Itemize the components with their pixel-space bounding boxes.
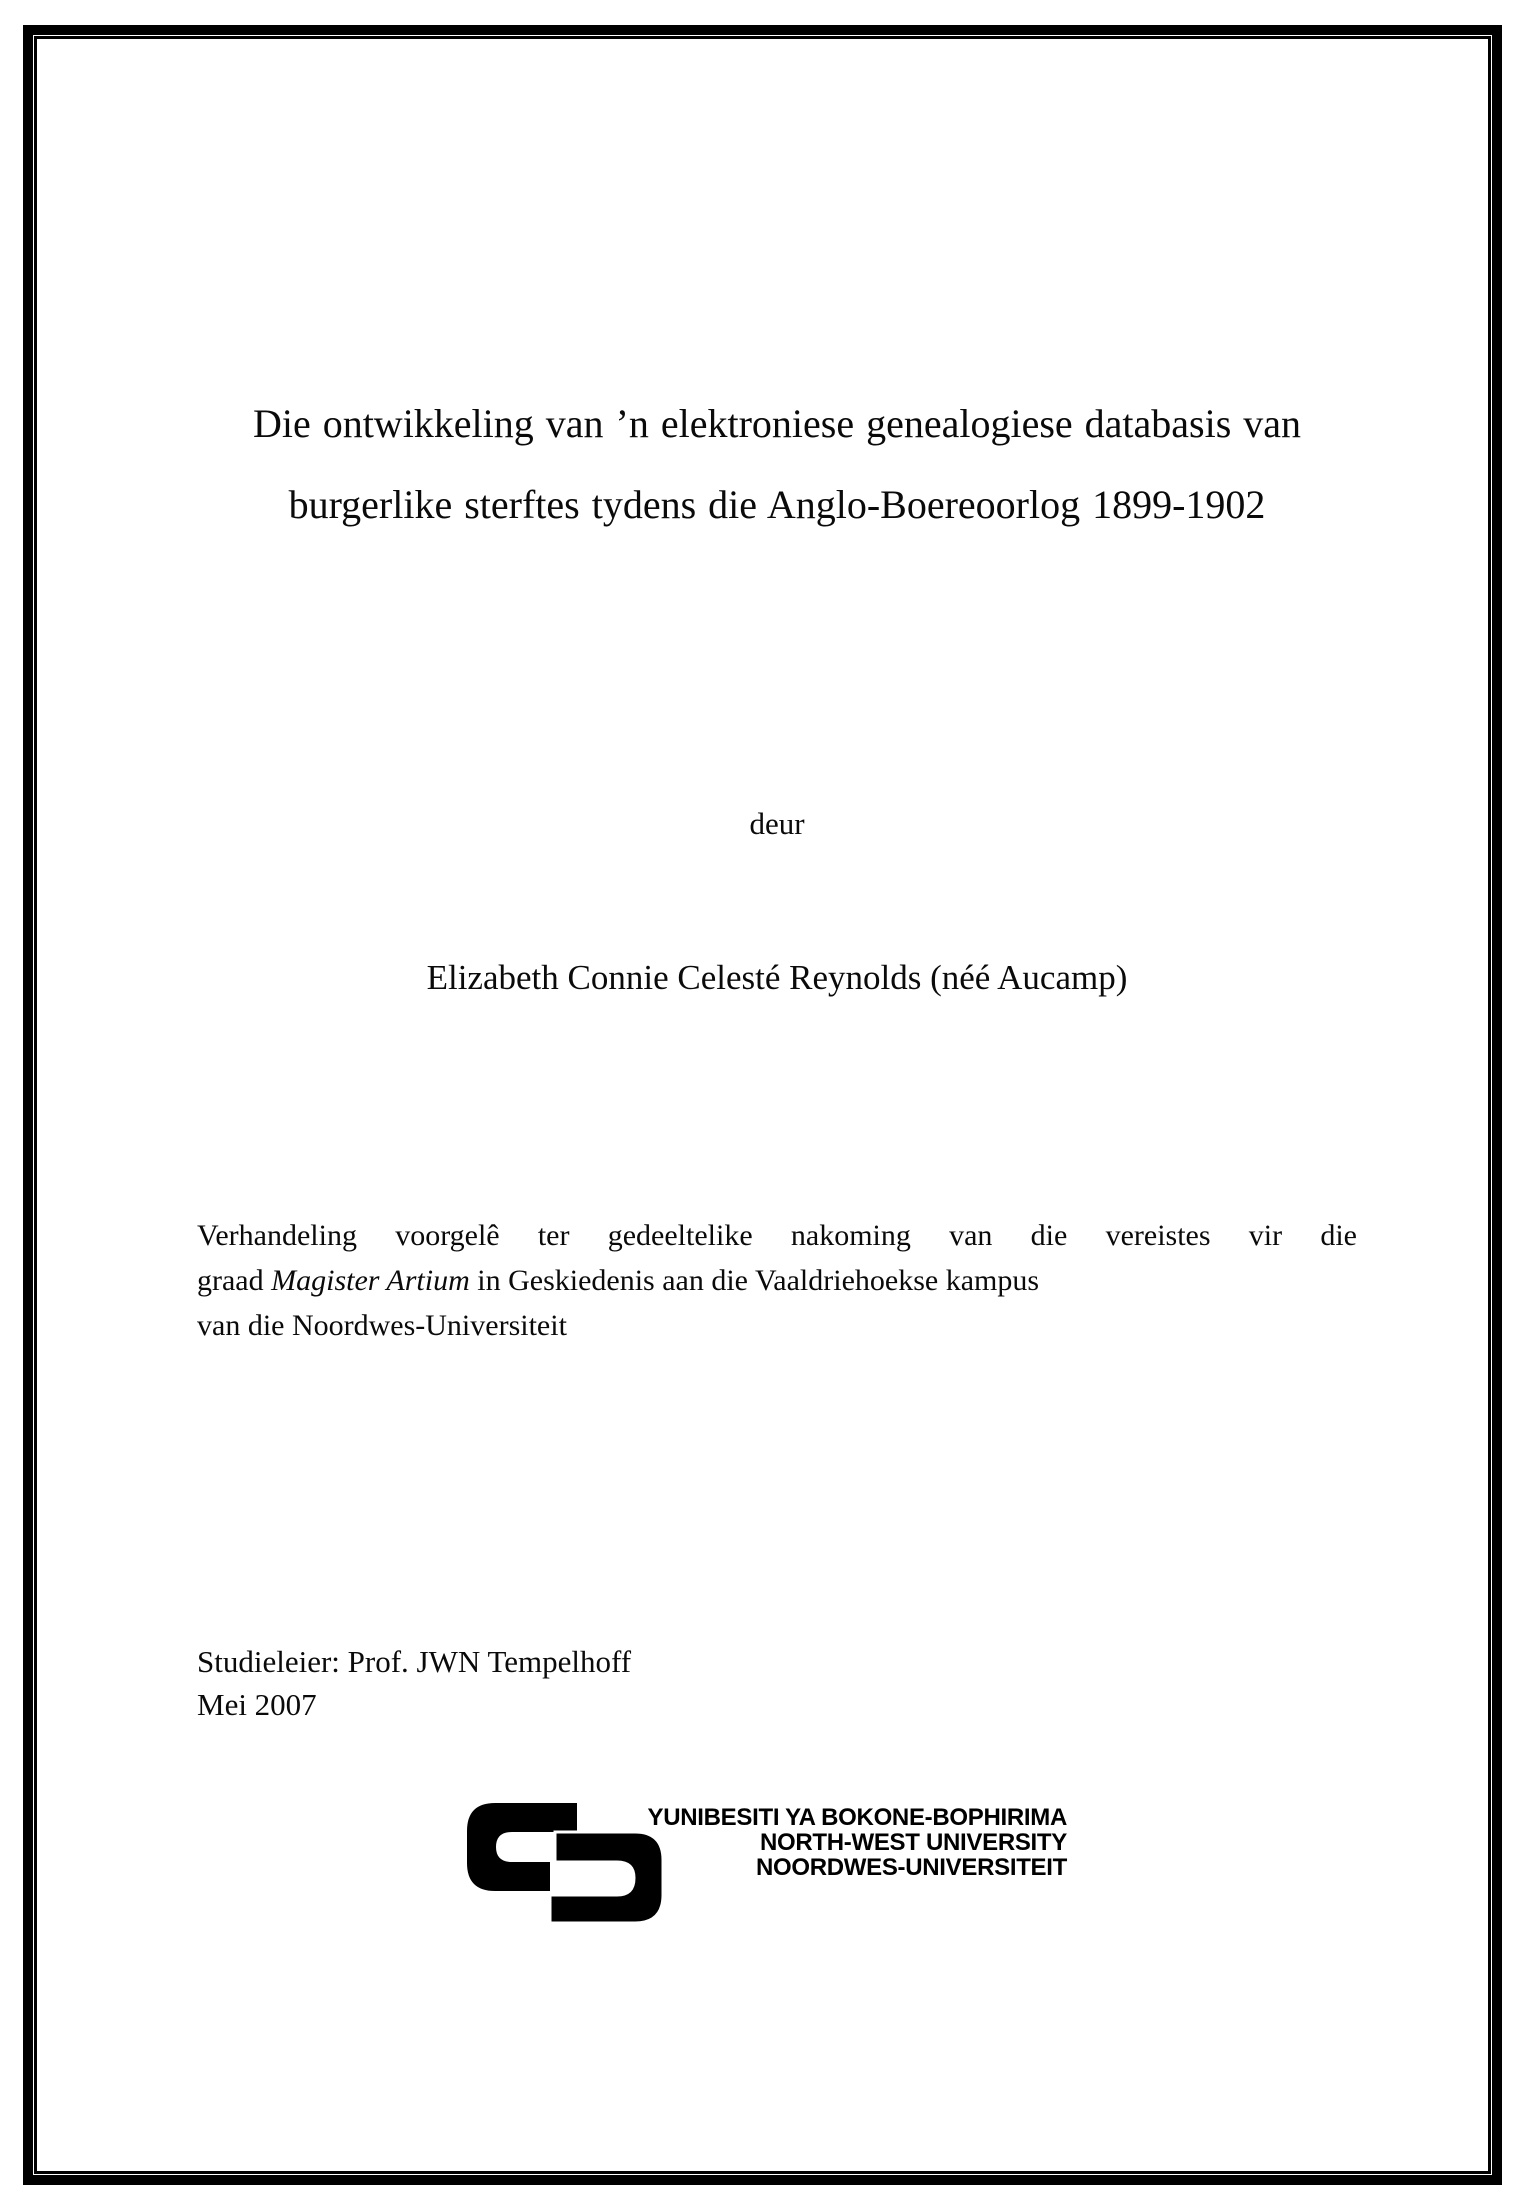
degree-name: Magister Artium xyxy=(271,1264,470,1297)
thesis-description xyxy=(197,1213,1357,1348)
description-line2 xyxy=(197,1258,1357,1303)
page-inner-border xyxy=(34,36,1491,2174)
description-line3: van die Noordwes-Universiteit xyxy=(197,1309,567,1342)
university-name-afrikaans: NOORDWES-UNIVERSITEIT xyxy=(755,1854,1067,1881)
supervisor-block xyxy=(197,1640,1357,1726)
thesis-title-line1: Die ontwikkeling van ’n elektroniese genealogiese databasis van xyxy=(252,401,1302,446)
thesis-title xyxy=(197,383,1357,545)
thesis-title-line2: burgerlike sterftes tydens die Anglo-Boereoorlog 1899-1902 xyxy=(288,482,1266,527)
description-line1: Verhandeling voorgelê ter gedeeltelike nakoming van die vereistes vir die xyxy=(197,1219,1357,1252)
university-name-setswana: YUNIBESITI YA BOKONE-BOPHIRIMA xyxy=(647,1804,1067,1831)
university-name-english: NORTH-WEST UNIVERSITY xyxy=(759,1829,1067,1856)
university-logo xyxy=(467,1803,1072,1928)
thesis-title-page xyxy=(37,39,1488,2171)
supervisor-name: Studieleier: Prof. JWN Tempelhoff xyxy=(197,1644,632,1679)
author-name: Elizabeth Connie Celesté Reynolds (néé Aucamp) xyxy=(426,958,1128,997)
description-line2-suffix: in Geskiedenis aan die Vaaldriehoekse kampus xyxy=(469,1264,1040,1297)
page-border xyxy=(23,25,1502,2185)
description-line2-prefix: graad xyxy=(197,1264,272,1297)
byline: deur xyxy=(749,806,805,841)
university-name xyxy=(592,1805,1067,1880)
publication-date: Mei 2007 xyxy=(197,1687,317,1722)
